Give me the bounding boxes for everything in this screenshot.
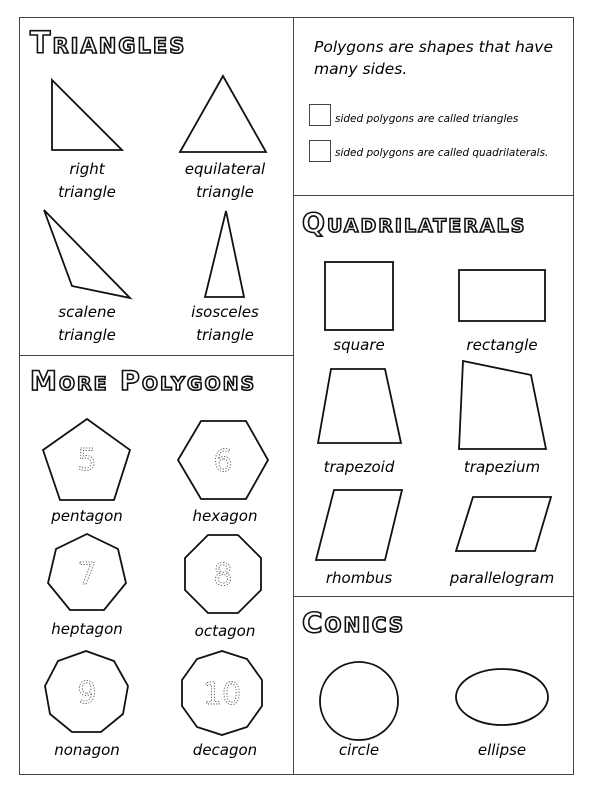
isosceles-triangle-shape (205, 211, 244, 297)
label-trapezium: trapezium (463, 458, 541, 476)
trapezium-shape (459, 361, 546, 449)
label-line: scalene (58, 303, 116, 321)
label-line: triangle (196, 326, 254, 344)
label-octagon: octagon (194, 622, 256, 640)
label-equilateral-triangle (160, 158, 290, 204)
label-pentagon: pentagon (51, 507, 123, 525)
rectangle-shape (459, 270, 545, 321)
heptagon-number: 7 (77, 557, 97, 592)
intro-line-triangles: sided polygons are called triangles (335, 113, 519, 125)
label-trapezoid: trapezoid (323, 458, 395, 476)
intro-text: Polygons are shapes that have many sides. (314, 38, 554, 78)
equilateral-triangle-shape (180, 76, 266, 152)
more-polygons-title: More Polygons (30, 366, 257, 397)
label-scalene-triangle (22, 301, 152, 347)
label-rhombus: rhombus (325, 569, 393, 587)
rhombus-shape (316, 490, 402, 560)
label-line: triangle (196, 183, 254, 201)
triangles-title: Triangles (30, 26, 187, 61)
label-line: triangle (58, 326, 116, 344)
conics-title: Conics (302, 606, 406, 639)
quadrilaterals-title: Quadrilaterals (302, 208, 527, 239)
label-line: isosceles (191, 303, 259, 321)
right-triangle-shape (52, 80, 122, 150)
label-line: right (69, 160, 105, 178)
label-heptagon: heptagon (51, 620, 123, 638)
nonagon-number: 9 (77, 676, 97, 711)
label-square: square (333, 336, 385, 354)
label-circle: circle (338, 741, 380, 759)
label-nonagon: nonagon (54, 741, 120, 759)
square-shape (325, 262, 393, 330)
label-line: triangle (58, 183, 116, 201)
scalene-triangle-shape (44, 210, 130, 298)
label-isosceles-triangle (160, 301, 290, 347)
intro-line-quadrilaterals: sided polygons are called quadrilaterals. (335, 147, 549, 159)
label-parallelogram: parallelogram (449, 569, 555, 587)
label-hexagon: hexagon (192, 507, 258, 525)
label-decagon: decagon (192, 741, 258, 759)
parallelogram-shape (456, 497, 551, 551)
trapezoid-shape (318, 369, 401, 443)
label-ellipse: ellipse (477, 741, 527, 759)
pentagon-number: 5 (77, 443, 97, 478)
octagon-number: 8 (213, 558, 233, 593)
label-line: equilateral (184, 160, 266, 178)
circle-shape (320, 662, 398, 740)
label-right-triangle (22, 158, 152, 204)
ellipse-shape (456, 669, 548, 725)
hexagon-number: 6 (213, 444, 233, 479)
decagon-number: 10 (202, 677, 242, 712)
label-rectangle: rectangle (466, 336, 538, 354)
